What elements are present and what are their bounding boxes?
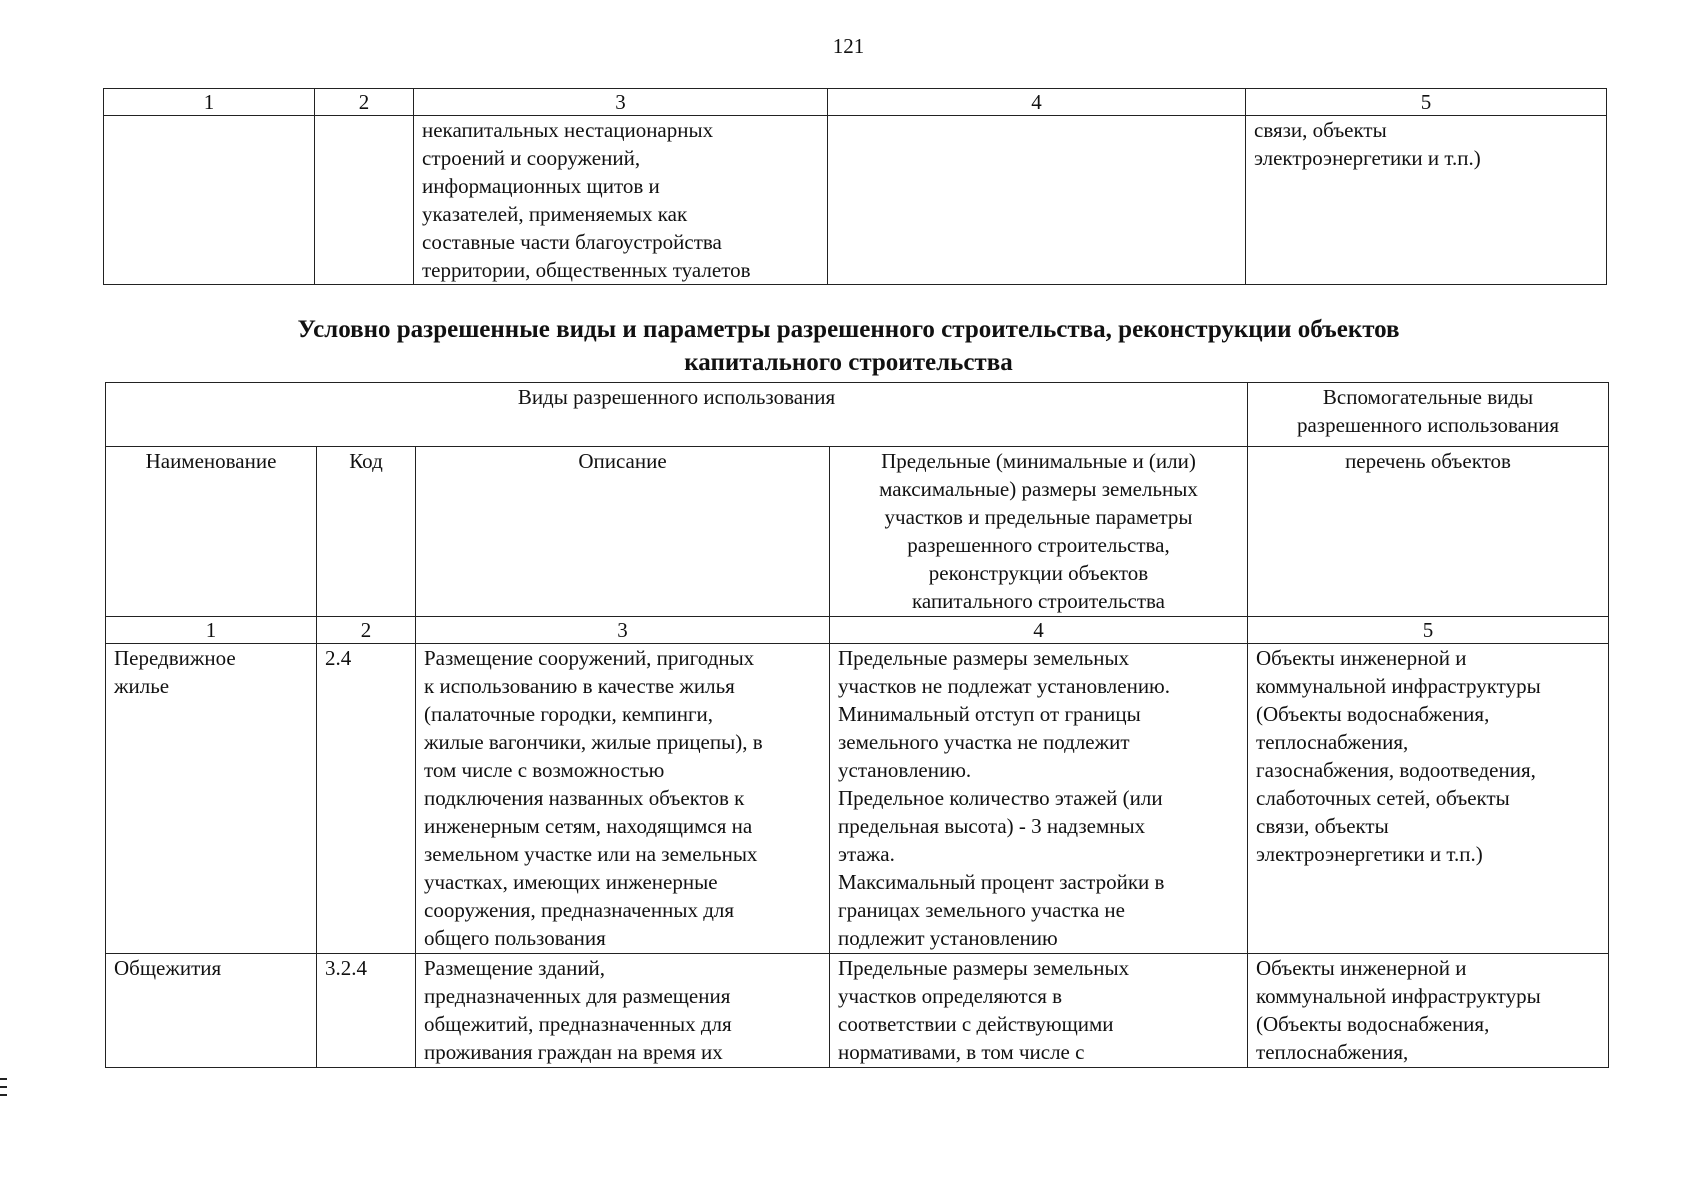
cell-limits: Предельные размеры земельных участков определяются в соответствии с действующими нормативами, в том числе с xyxy=(830,954,1248,1068)
cell-code xyxy=(315,116,414,285)
section-heading: Условно разрешенные виды и параметры разрешенного строительства, реконструкции объектов капитального строительства xyxy=(297,316,1400,376)
cell-name: Передвижное жилье xyxy=(106,644,317,954)
column-number: 3 xyxy=(414,89,828,116)
table-row xyxy=(104,116,1607,285)
header-name: Наименование xyxy=(106,447,317,617)
cell-auxiliary: связи, объекты электроэнергетики и т.п.) xyxy=(1246,116,1607,285)
column-number: 2 xyxy=(315,89,414,116)
continuation-table xyxy=(103,88,1607,285)
cell-code: 2.4 xyxy=(317,644,416,954)
cell-description: Размещение сооружений, пригодных к использованию в качестве жилья (палаточные городки, кемпинги, жилые вагончики, жилые прицепы), в том числе с возможностью подключения названных объектов к инженерным сетям, находящимся на земельном участке или на земельных участках, имеющих инженерные сооружения, предназначенных для общего пользования xyxy=(416,644,830,954)
conditional-uses-table xyxy=(105,382,1609,1068)
page-number: 121 xyxy=(832,34,865,58)
cell-description: Размещение зданий, предназначенных для размещения общежитий, предназначенных для проживания граждан на время их xyxy=(416,954,830,1068)
column-number: 1 xyxy=(106,617,317,644)
table-row xyxy=(106,954,1609,1068)
header-description: Описание xyxy=(416,447,830,617)
edge-mark xyxy=(0,1086,7,1088)
column-number: 2 xyxy=(317,617,416,644)
header-code: Код xyxy=(317,447,416,617)
edge-mark xyxy=(0,1078,7,1080)
group-header-row xyxy=(106,383,1609,447)
column-number: 3 xyxy=(416,617,830,644)
column-number: 4 xyxy=(828,89,1246,116)
column-number: 5 xyxy=(1248,617,1609,644)
header-auxiliary: перечень объектов xyxy=(1248,447,1609,617)
cell-name xyxy=(104,116,315,285)
cell-name: Общежития xyxy=(106,954,317,1068)
column-number-row xyxy=(104,89,1607,116)
column-header-row xyxy=(106,447,1609,617)
cell-auxiliary: Объекты инженерной и коммунальной инфраструктуры (Объекты водоснабжения, теплоснабжения, газоснабжения, водоотведения, слаботочных сетей, объекты связи, объекты электроэнергетики и т.п.) xyxy=(1248,644,1609,954)
column-number: 1 xyxy=(104,89,315,116)
cell-limits xyxy=(828,116,1246,285)
column-number-row xyxy=(106,617,1609,644)
cell-auxiliary: Объекты инженерной и коммунальной инфраструктуры (Объекты водоснабжения, теплоснабжения, xyxy=(1248,954,1609,1068)
group-header-uses: Виды разрешенного использования xyxy=(106,383,1248,447)
group-header-auxiliary: Вспомогательные виды разрешенного использования xyxy=(1248,383,1609,447)
edge-mark xyxy=(0,1094,7,1096)
table-row xyxy=(106,644,1609,954)
column-number: 5 xyxy=(1246,89,1607,116)
cell-code: 3.2.4 xyxy=(317,954,416,1068)
cell-limits: Предельные размеры земельных участков не подлежат установлению. Минимальный отступ от границы земельного участка не подлежит установлению. Предельное количество этажей (или предельная высота) - 3 надземных этажа. Максимальный процент застройки в границах земельного участка не подлежит установлению xyxy=(830,644,1248,954)
column-number: 4 xyxy=(830,617,1248,644)
header-limits: Предельные (минимальные и (или) максимальные) размеры земельных участков и предельные параметры разрешенного строительства, реконструкции объектов капитального строительства xyxy=(830,447,1248,617)
cell-description: некапитальных нестационарных строений и сооружений, информационных щитов и указателей, применяемых как составные части благоустройства территории, общественных туалетов xyxy=(414,116,828,285)
